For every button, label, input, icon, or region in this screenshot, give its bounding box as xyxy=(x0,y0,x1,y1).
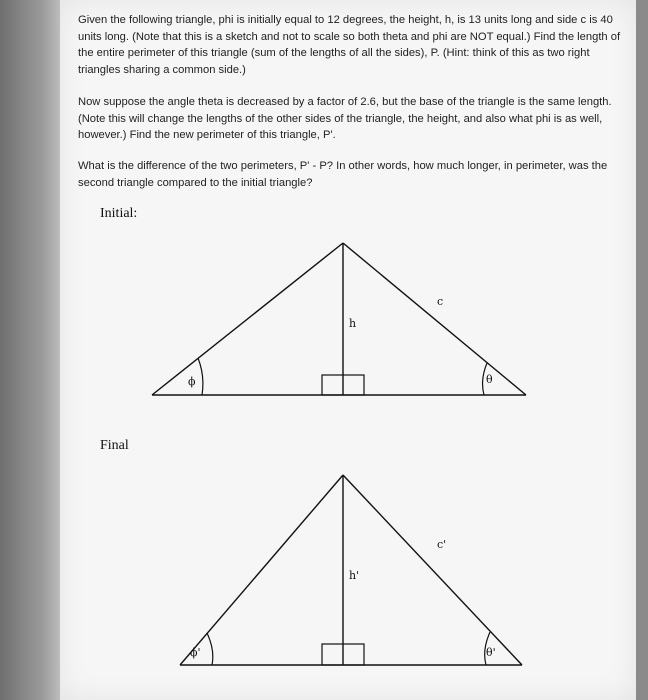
final-label-c: c' xyxy=(437,538,447,551)
initial-triangle xyxy=(152,243,526,395)
final-phi-arc xyxy=(207,633,213,665)
page-edge-shadow xyxy=(0,0,60,700)
final-triangle xyxy=(180,475,522,665)
final-right-side-c xyxy=(343,475,522,665)
final-label-phi: ϕ' xyxy=(190,646,201,659)
final-label-theta: θ' xyxy=(486,646,496,659)
final-left-side xyxy=(180,475,343,665)
initial-phi-arc xyxy=(198,358,203,395)
initial-figure-title: Initial: xyxy=(100,206,138,221)
initial-label-phi: ϕ xyxy=(188,375,196,388)
paper-sheet xyxy=(60,0,636,700)
final-figure-title: Final xyxy=(100,438,129,453)
problem-paragraph-2: Now suppose the angle theta is decreased by a factor of 2.6, but the base of the triangle is the same length. (Note this will change the lengths of the other sides of the triangle, the height, and also what phi is as well, however.) Find the new perimeter of this triangle, P'. xyxy=(78,96,612,141)
initial-right-side-c xyxy=(343,243,526,395)
initial-label-c: c xyxy=(437,295,444,308)
triangle-diagrams xyxy=(60,0,636,700)
problem-paragraph-1: Given the following triangle, phi is initially equal to 12 degrees, the height, h, is 13 units long and side c is 40 units long. (Note that this is a sketch and not to scale so both theta and phi are NOT equal.) Find the length of the entire perimeter of this triangle (sum of the lengths of all the sides), P. (Hint: think of this as two right triangles sharing a common side.) xyxy=(78,14,621,76)
initial-label-theta: θ xyxy=(486,373,493,386)
final-label-h: h' xyxy=(349,569,360,582)
initial-left-side xyxy=(152,243,343,395)
problem-paragraph-3: What is the difference of the two perimeters, P' - P? In other words, how much longer, in perimeter, was the second triangle compared to the initial triangle? xyxy=(78,160,608,189)
initial-label-h: h xyxy=(349,317,357,330)
